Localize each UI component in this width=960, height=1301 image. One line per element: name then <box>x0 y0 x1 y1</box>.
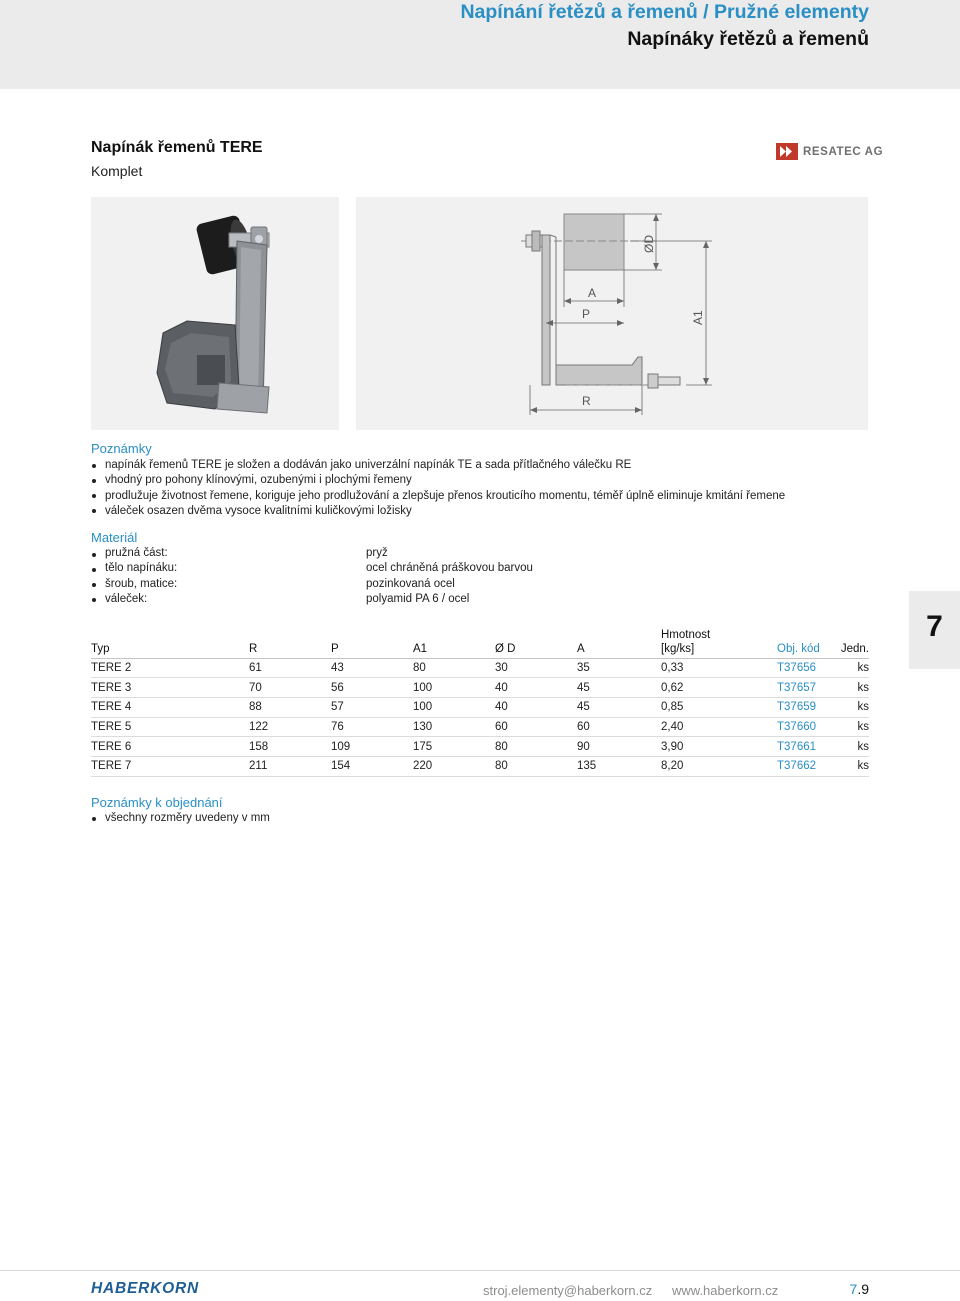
table-header-row <box>91 626 869 658</box>
col-header-unit: Jedn. <box>827 626 869 658</box>
cell-p: 43 <box>331 658 413 678</box>
section-title: Napínáky řetězů a řemenů <box>627 28 869 50</box>
cell-p: 57 <box>331 697 413 717</box>
cell-p: 154 <box>331 756 413 776</box>
cell-order-code: T37660 <box>777 717 827 737</box>
cell-weight: 0,33 <box>661 658 777 678</box>
cell-r: 122 <box>249 717 331 737</box>
dim-diameter-label: ØD <box>642 235 656 253</box>
brand-name: RESATEC AG <box>803 145 884 158</box>
material-value: pozinkovaná ocel <box>366 577 455 590</box>
col-header-weight <box>661 626 777 658</box>
cell-weight: 2,40 <box>661 717 777 737</box>
col-header-d: Ø D <box>495 626 577 658</box>
material-value: pryž <box>366 547 388 559</box>
page-chapter: 7 <box>849 1281 858 1297</box>
cell-weight: 8,20 <box>661 756 777 776</box>
cell-p: 109 <box>331 737 413 757</box>
cell-d: 60 <box>495 717 577 737</box>
weight-header-line1: Hmotnost <box>661 628 711 641</box>
dim-a-label: A <box>588 286 597 300</box>
material-value: ocel chráněná práškovou barvou <box>366 562 533 575</box>
cell-typ: TERE 7 <box>91 756 249 776</box>
cell-weight: 0,85 <box>661 697 777 717</box>
cell-order-code: T37659 <box>777 697 827 717</box>
cell-unit: ks <box>827 737 869 757</box>
bullet <box>92 553 96 557</box>
list-item: všechny rozměry uvedeny v mm <box>91 811 270 826</box>
material-list <box>91 547 591 608</box>
footer-divider <box>0 1270 960 1271</box>
page-number <box>850 1281 869 1297</box>
haberkorn-logo: HABERKORN <box>91 1280 199 1297</box>
bullet <box>92 583 96 587</box>
col-header-r: R <box>249 626 331 658</box>
material-heading: Materiál <box>91 530 138 545</box>
table-row <box>91 697 869 717</box>
order-notes-list <box>91 811 270 826</box>
cell-d: 30 <box>495 658 577 678</box>
footer-web-link[interactable]: www.haberkorn.cz <box>672 1283 779 1298</box>
cell-weight: 3,90 <box>661 737 777 757</box>
cell-unit: ks <box>827 756 869 776</box>
col-header-a: A <box>577 626 661 658</box>
cell-typ: TERE 4 <box>91 697 249 717</box>
cell-d: 80 <box>495 756 577 776</box>
list-item: váleček osazen dvěma vysoce kvalitními kuličkovými ložisky <box>91 504 785 519</box>
cell-p: 76 <box>331 717 413 737</box>
cell-a: 35 <box>577 658 661 678</box>
cell-a: 60 <box>577 717 661 737</box>
material-label: váleček: <box>105 592 148 605</box>
header-band <box>0 0 960 89</box>
table-row <box>91 737 869 757</box>
cell-p: 56 <box>331 678 413 698</box>
table-row <box>91 658 869 678</box>
cell-typ: TERE 6 <box>91 737 249 757</box>
page-separator: . <box>857 1281 862 1297</box>
cell-a1: 175 <box>413 737 495 757</box>
cell-order-code: T37656 <box>777 658 827 678</box>
cell-a: 45 <box>577 697 661 717</box>
notes-heading: Poznámky <box>91 441 152 456</box>
category-title: Napínání řetězů a řemenů / Pružné elementy <box>460 1 869 23</box>
material-label: pružná část: <box>105 547 168 559</box>
cell-order-code: T37661 <box>777 737 827 757</box>
footer-email-link[interactable]: stroj.elementy@haberkorn.cz <box>483 1283 653 1298</box>
spec-table <box>91 626 869 777</box>
cell-order-code: T37662 <box>777 756 827 776</box>
cell-a1: 220 <box>413 756 495 776</box>
material-label: šroub, matice: <box>105 577 178 590</box>
table-row <box>91 756 869 776</box>
cell-r: 70 <box>249 678 331 698</box>
cell-a1: 100 <box>413 678 495 698</box>
col-header-p: P <box>331 626 413 658</box>
cell-a: 45 <box>577 678 661 698</box>
product-title: Napínák řemenů TERE <box>91 139 263 156</box>
col-header-typ: Typ <box>91 626 249 658</box>
bullet <box>92 598 96 602</box>
product-photo <box>91 197 339 430</box>
cell-typ: TERE 2 <box>91 658 249 678</box>
cell-order-code: T37657 <box>777 678 827 698</box>
cell-a: 90 <box>577 737 661 757</box>
cell-typ: TERE 5 <box>91 717 249 737</box>
list-item: prodlužuje životnost řemene, koriguje jeho prodlužování a zlepšuje přenos krouticího momentu, téměř úplně eliminuje kmitání řemene <box>91 489 785 504</box>
cell-a: 135 <box>577 756 661 776</box>
list-item <box>91 578 591 593</box>
page-index: 9 <box>861 1281 869 1297</box>
list-item: napínák řemenů TERE je složen a dodáván jako univerzální napínák TE a sada přítlačného válečku RE <box>91 458 785 473</box>
cell-a1: 100 <box>413 697 495 717</box>
cell-unit: ks <box>827 717 869 737</box>
product-subtitle: Komplet <box>91 163 143 179</box>
weight-header-line2: [kg/ks] <box>661 642 695 655</box>
cell-r: 88 <box>249 697 331 717</box>
brand-logo <box>776 143 883 160</box>
chapter-tab <box>909 591 960 669</box>
cell-r: 61 <box>249 658 331 678</box>
material-label: tělo napínáku: <box>105 562 178 575</box>
chapter-number: 7 <box>926 610 943 643</box>
list-item <box>91 562 591 577</box>
cell-weight: 0,62 <box>661 678 777 698</box>
cell-typ: TERE 3 <box>91 678 249 698</box>
cell-unit: ks <box>827 658 869 678</box>
dim-p-label: P <box>582 307 591 321</box>
material-value: polyamid PA 6 / ocel <box>366 592 470 605</box>
cell-r: 158 <box>249 737 331 757</box>
col-header-a1: A1 <box>413 626 495 658</box>
col-header-code: Obj. kód <box>777 626 827 658</box>
cell-unit: ks <box>827 678 869 698</box>
cell-unit: ks <box>827 697 869 717</box>
table-row <box>91 717 869 737</box>
cell-a1: 130 <box>413 717 495 737</box>
cell-a1: 80 <box>413 658 495 678</box>
list-item <box>91 593 591 608</box>
list-item <box>91 547 591 562</box>
order-notes-heading: Poznámky k objednání <box>91 795 223 810</box>
notes-list <box>91 458 785 519</box>
cell-d: 40 <box>495 678 577 698</box>
dim-r-label: R <box>582 394 591 408</box>
bullet <box>92 568 96 572</box>
technical-drawing <box>356 197 868 430</box>
resatec-logo-icon <box>776 143 798 160</box>
table-row <box>91 678 869 698</box>
cell-d: 40 <box>495 697 577 717</box>
cell-r: 211 <box>249 756 331 776</box>
cell-d: 80 <box>495 737 577 757</box>
dim-a1-label: A1 <box>691 310 705 325</box>
list-item: vhodný pro pohony klínovými, ozubenými i plochými řemeny <box>91 473 785 488</box>
